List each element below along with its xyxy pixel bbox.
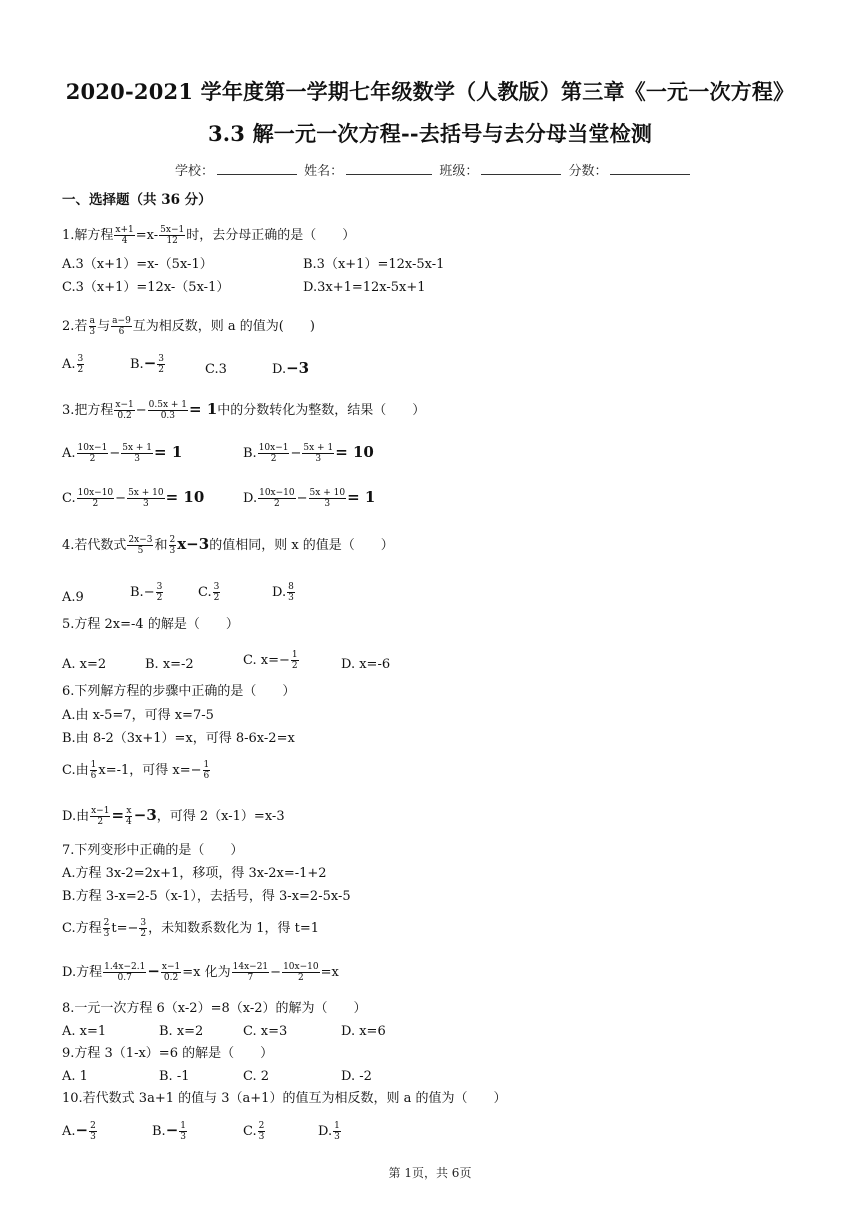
option-c[interactable]: C. 2	[243, 1069, 270, 1084]
option-c[interactable]: C. x=3	[243, 1024, 288, 1039]
option-d[interactable]: D. x=-6	[341, 657, 391, 672]
option-c[interactable]: C.由 $\frac{1}{6}$ x=-1，可得 x=− $\frac{1}{6}$	[62, 760, 210, 781]
option-c[interactable]: C. x=− $\frac{1}{2}$	[243, 650, 298, 671]
option-c[interactable]: C.方程 $\frac{2}{3}$ t=− $\frac{3}{2}$ ，未知数系数化为 1，得 t=1	[62, 918, 320, 939]
question-3: 3.把方程 $\frac{x-1}{0.2}$ − $\frac{0.5x + 1}{0.3}$ = 1中的分数转化为整数，结果（ ）	[62, 400, 426, 421]
option-a[interactable]: A.由 x-5=7，可得 x=7-5	[62, 708, 214, 723]
fraction: $\frac{x-1}{0.2}$	[115, 400, 134, 421]
page-title: 2020-2021 学年度第一学期七年级数学（人教版）第三章《一元一次方程》	[65, 79, 795, 104]
option-d[interactable]: D. $\frac{10x-10}{2}$ − $\frac{5x + 10}{3}$ = 1	[243, 488, 376, 509]
page-number: 第 1页，共 6页	[388, 1166, 472, 1180]
option-c[interactable]: C.3	[205, 362, 227, 377]
question-1: 1.解方程 $\frac{x+1}{4}$ =x- $\frac{5x-1}{12}$ 时，去分母正确的是（ ）	[62, 225, 356, 246]
option-d[interactable]: D. -2	[341, 1069, 372, 1084]
class-label: 班级：	[439, 164, 479, 179]
option-a[interactable]: A. 1	[62, 1069, 88, 1084]
option-d[interactable]: D.由 $\frac{x-1}{2}$ = $\frac{x}{4}$ −3，可得 2（x-1）=x-3	[62, 806, 285, 827]
question-8: 8.一元一次方程 6（x-2）=8（x-2）的解为（ ）	[62, 1001, 367, 1016]
score-label: 分数：	[568, 164, 608, 179]
score-field[interactable]	[610, 161, 690, 175]
name-field[interactable]	[346, 161, 432, 175]
fraction: $\frac{x+1}{4}$	[115, 225, 134, 246]
option-b[interactable]: B. -1	[159, 1069, 190, 1084]
option-a[interactable]: A.9	[62, 590, 84, 605]
option-c[interactable]: C.3（x+1）=12x-（5x-1）	[62, 280, 230, 295]
option-b[interactable]: B.− $\frac{1}{3}$	[152, 1121, 186, 1142]
fraction: $\frac{a-9}{6}$	[112, 316, 131, 337]
section-title: 一、选择题（共 36 分）	[62, 192, 212, 208]
school-field[interactable]	[217, 161, 297, 175]
question-7: 7.下列变形中正确的是（ ）	[62, 843, 244, 858]
fraction: $\frac{5x-1}{12}$	[160, 225, 185, 246]
option-a[interactable]: A. x=1	[62, 1024, 107, 1039]
option-b[interactable]: B.由 8-2（3x+1）=x，可得 8-6x-2=x	[62, 731, 295, 746]
option-d[interactable]: D. $\frac{1}{3}$	[318, 1121, 340, 1142]
fraction: $\frac{a}{3}$	[89, 316, 96, 337]
question-6: 6.下列解方程的步骤中正确的是（ ）	[62, 684, 296, 699]
fraction: $\frac{0.5x + 1}{0.3}$	[148, 400, 188, 421]
option-d[interactable]: D. x=6	[341, 1024, 386, 1039]
option-a[interactable]: A. $\frac{3}{2}$	[62, 354, 84, 375]
class-field[interactable]	[481, 161, 561, 175]
question-9: 9.方程 3（1-x）=6 的解是（ ）	[62, 1046, 274, 1061]
student-info-line	[175, 160, 693, 179]
option-d[interactable]: D.−3	[272, 359, 310, 377]
option-a[interactable]: A.− $\frac{2}{3}$	[62, 1121, 96, 1142]
page-subtitle: 3.3 解一元一次方程--去括号与去分母当堂检测	[207, 121, 653, 146]
option-b[interactable]: B.3（x+1）=12x-5x-1	[303, 257, 445, 272]
option-c[interactable]: C. $\frac{10x-10}{2}$ − $\frac{5x + 10}{3}$ = 10	[62, 488, 205, 509]
option-d[interactable]: D.3x+1=12x-5x+1	[303, 280, 426, 295]
option-a[interactable]: A. $\frac{10x-1}{2}$ − $\frac{5x + 1}{3}$ = 1	[62, 443, 183, 464]
option-b[interactable]: B.− $\frac{3}{2}$	[130, 582, 163, 603]
option-c[interactable]: C. $\frac{3}{2}$	[198, 582, 220, 603]
question-4: 4.若代数式 $\frac{2x-3}{5}$ 和 $\frac{2}{3}$ x−3的值相同，则 x 的值是（ ）	[62, 535, 394, 556]
question-10: 10.若代数式 3a+1 的值与 3（a+1）的值互为相反数，则 a 的值为（ ）	[62, 1091, 507, 1106]
question-5: 5.方程 2x=-4 的解是（ ）	[62, 617, 239, 632]
option-c[interactable]: C. $\frac{2}{3}$	[243, 1121, 265, 1142]
option-d[interactable]: D.方程 $\frac{1.4x-2.1}{0.7}$ − $\frac{x-1}{0.2}$ =x 化为 $\frac{14x-21}{7}$ − $\frac{10x-10}{2}$ =x	[62, 962, 339, 983]
option-b[interactable]: B. $\frac{10x-1}{2}$ − $\frac{5x + 1}{3}$ = 10	[243, 443, 374, 464]
option-b[interactable]: B.− $\frac{3}{2}$	[130, 354, 164, 375]
fraction: $\frac{2x-3}{5}$	[128, 535, 153, 556]
option-b[interactable]: B. x=2	[159, 1024, 204, 1039]
option-a[interactable]: A.方程 3x-2=2x+1，移项，得 3x-2x=-1+2	[62, 866, 327, 881]
school-label: 学校：	[175, 164, 215, 179]
option-d[interactable]: D. $\frac{8}{3}$	[272, 582, 294, 603]
option-b[interactable]: B. x=-2	[145, 657, 194, 672]
name-label: 姓名：	[304, 164, 344, 179]
option-a[interactable]: A.3（x+1）=x-（5x-1）	[62, 257, 213, 272]
question-2: 2.若 $\frac{a}{3}$ 与 $\frac{a-9}{6}$ 互为相反数，则 a 的值为( )	[62, 316, 315, 337]
fraction: $\frac{2}{3}$	[169, 535, 176, 556]
option-a[interactable]: A. x=2	[62, 657, 107, 672]
option-b[interactable]: B.方程 3-x=2-5（x-1），去括号，得 3-x=2-5x-5	[62, 889, 351, 904]
